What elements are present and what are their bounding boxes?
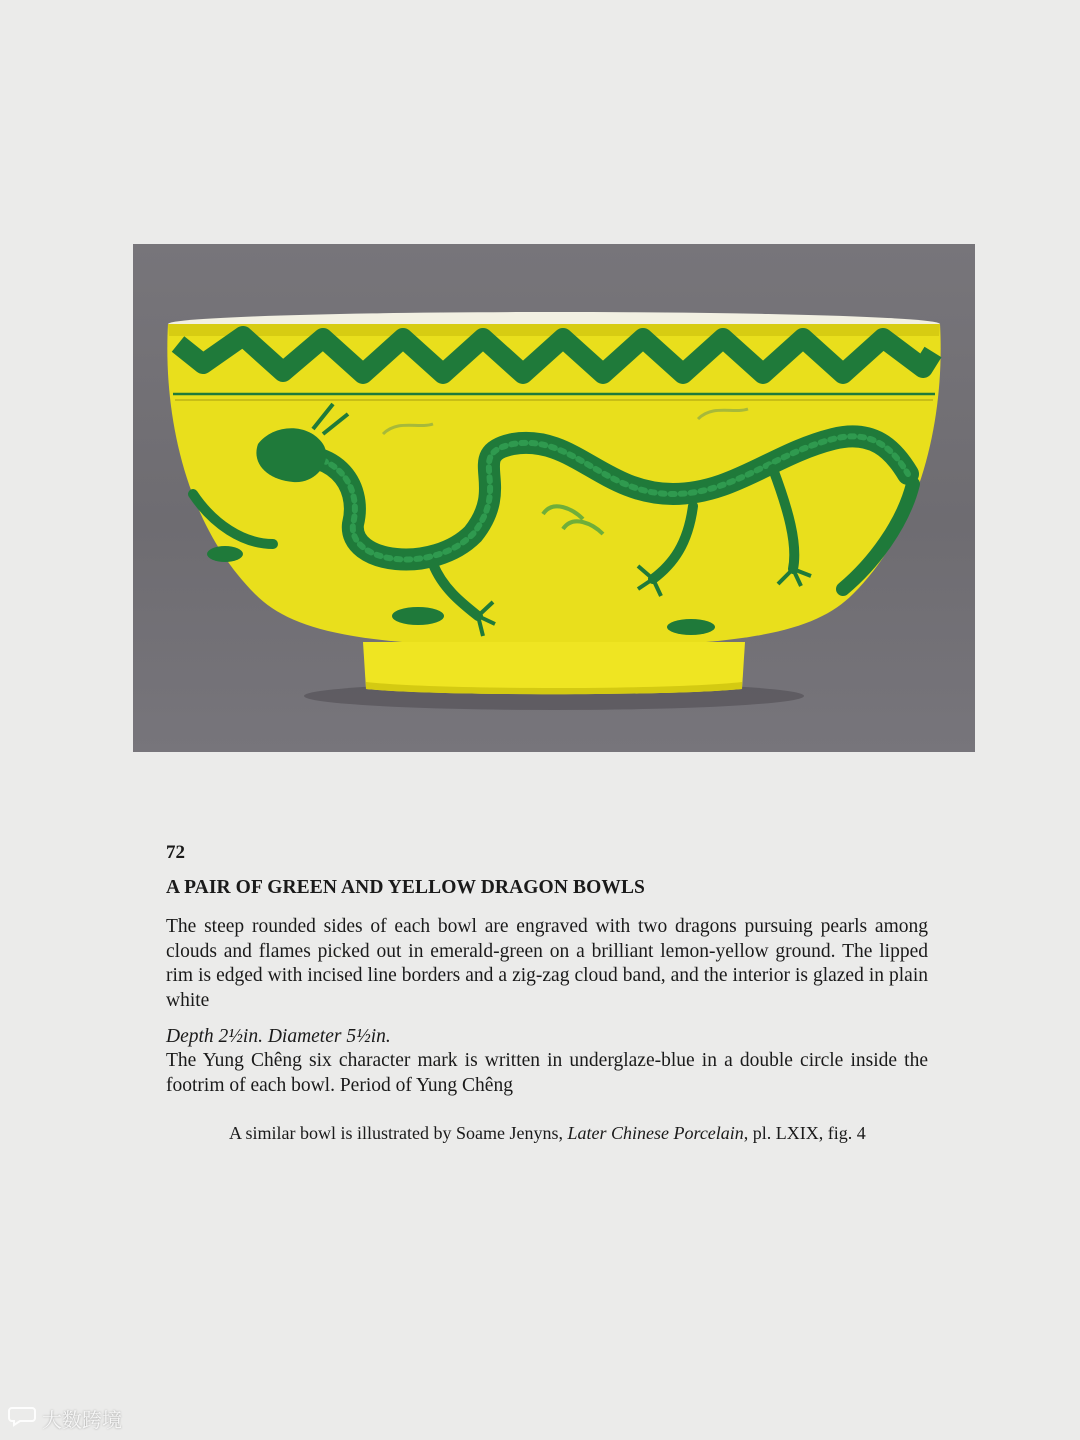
dragon-bowl-image (133, 244, 975, 752)
catalogue-number: 72 (166, 842, 185, 863)
chat-bubble-icon (8, 1405, 36, 1432)
entry-title: A PAIR OF GREEN AND YELLOW DRAGON BOWLS (166, 877, 646, 898)
bowl-photograph (133, 244, 975, 752)
entry-description: The steep rounded sides of each bowl are engraved with two dragons pursuing pearls among clouds and flames picked out in emerald-green on a brilliant lemon-yellow ground. The lipped rim is edged with incised line borders and a zig-zag cloud band, and the interior is glazed in plain white (166, 916, 928, 1011)
reference-prefix: A similar bowl is illustrated by Soame Jenyns, (229, 1123, 568, 1143)
mark-note: The Yung Chêng six character mark is written in underglaze-blue in a double circle inside the footrim of each bowl. Period of Yung Chêng (166, 1050, 928, 1096)
reference-book-title: Later Chinese Porcelain (567, 1123, 744, 1143)
dimensions: Depth 2½in. Diameter 5½in. (166, 1026, 391, 1047)
reference-note (229, 1123, 866, 1144)
watermark-text: 大数跨境 (42, 1408, 122, 1432)
reference-suffix: , pl. LXIX, fig. 4 (743, 1123, 866, 1143)
watermark (8, 1404, 122, 1433)
